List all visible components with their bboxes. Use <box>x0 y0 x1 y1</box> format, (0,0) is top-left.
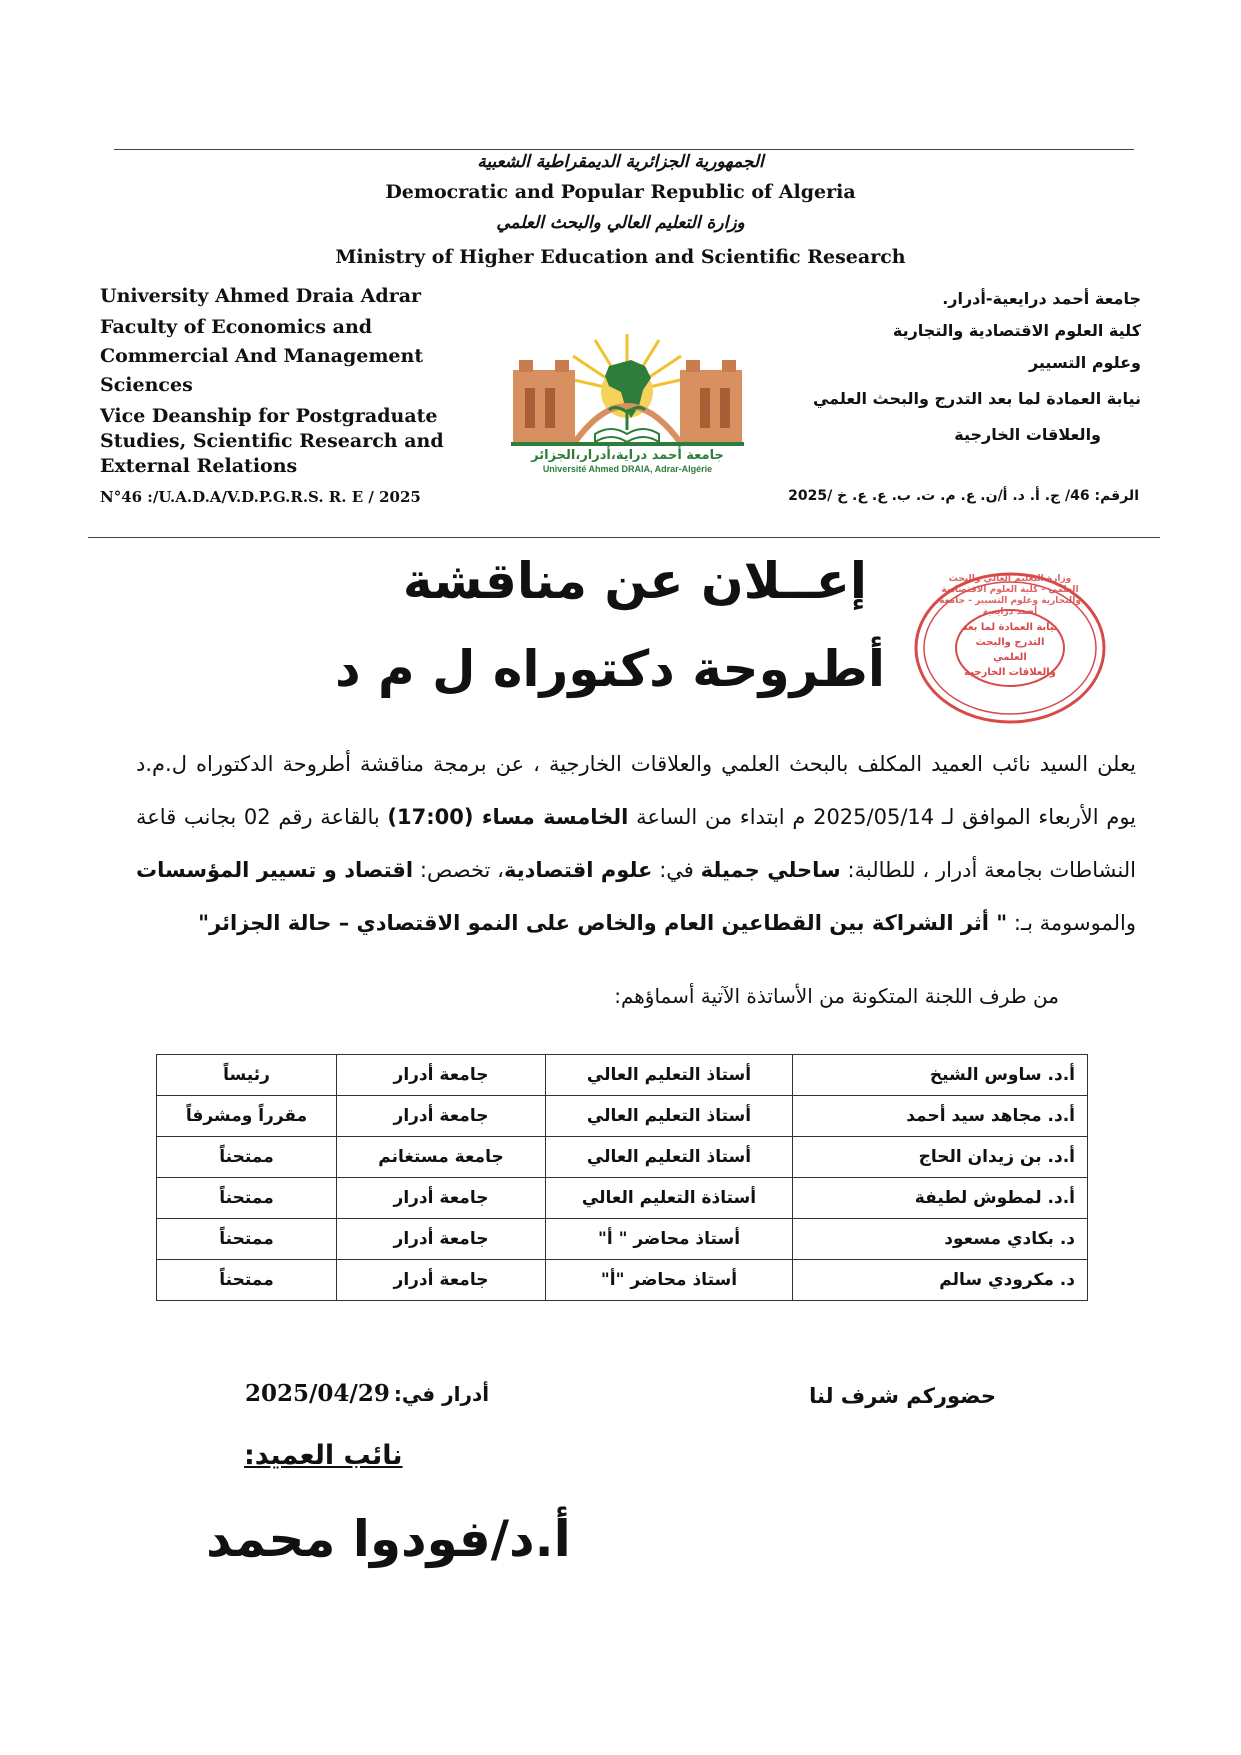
thesis-title: " أثر الشراكة بين القطاعين العام والخاص على النمو الاقتصادي – حالة الجزائر" <box>198 911 1008 935</box>
jury-university: جامعة أدرار <box>337 1260 546 1301</box>
official-stamp <box>910 568 1110 728</box>
jury-name: أ.د. مجاهد سيد أحمد <box>793 1096 1088 1137</box>
jury-name: أ.د. لمطوش لطيفة <box>793 1178 1088 1219</box>
institution-line: وعلوم التسيير <box>1028 353 1141 372</box>
jury-role: ممتحناً <box>157 1219 337 1260</box>
committee-intro: من طرف اللجنة المتكونة من الأساتذة الآتية أسماؤهم: <box>614 984 1059 1008</box>
jury-university: جامعة مستغانم <box>337 1137 546 1178</box>
institution-line: كلية العلوم الاقتصادية والتجارية <box>892 321 1141 340</box>
reference-ar: الرقم: 46/ ج. أ. د. أ/ن. ع. م. ت. ب. ع. ع. خ /2025 <box>788 488 1139 504</box>
institution-line: University Ahmed Draia Adrar <box>100 285 422 307</box>
institution-line: جامعة أحمد درايعية-أدرار. <box>942 289 1141 308</box>
ministry-en: Ministry of Higher Education and Scientific Research <box>335 246 906 268</box>
ministry-ar: وزارة التعليم العالي والبحث العلمي <box>496 213 745 233</box>
stamp-center <box>960 620 1060 680</box>
jury-rank: أستاذ التعليم العالي <box>546 1137 793 1178</box>
institution-line: Faculty of Economics and <box>100 316 373 338</box>
jury-role: ممتحناً <box>157 1137 337 1178</box>
institution-line: Vice Deanship for Postgraduate <box>100 405 438 427</box>
jury-role: مقرراً ومشرفاً <box>157 1096 337 1137</box>
table-row <box>157 1260 1088 1301</box>
institution-line: External Relations <box>100 455 298 477</box>
table-row <box>157 1137 1088 1178</box>
issue-date: 2025/04/29 <box>245 1380 390 1407</box>
university-logo <box>505 330 750 475</box>
republic-ar: الجمهورية الجزائرية الديمقراطية الشعبية <box>477 152 764 172</box>
body-text: ، تخصص: <box>413 858 504 882</box>
jury-role: رئيساً <box>157 1055 337 1096</box>
institution-line: نيابة العمادة لما بعد التدرج والبحث العلمي <box>812 389 1141 408</box>
institution-line: Studies, Scientific Research and <box>100 430 444 452</box>
jury-rank: أستاذ محاضر "أ" <box>546 1260 793 1301</box>
table-row <box>157 1178 1088 1219</box>
jury-university: جامعة أدرار <box>337 1096 546 1137</box>
institution-line: والعلاقات الخارجية <box>954 425 1101 444</box>
announcement-subtitle: أطروحة دكتوراه ل م د <box>334 640 885 698</box>
jury-table <box>156 1054 1088 1301</box>
body-text: يعلن السيد نائب العميد المكلف بالبحث العلمي والعلاقات الخارجية ، عن برمجة مناقشة أطروحة الدكتوراه ل.م.د يوم الأربعاء الموافق لـ 2025/05/14 م ابتداء من الساعة <box>136 752 1137 829</box>
place-label: أدرار في: <box>393 1382 490 1406</box>
jury-name: أ.د. بن زيدان الحاج <box>793 1137 1088 1178</box>
announcement-body <box>136 738 1136 950</box>
jury-name: د. مكرودي سالم <box>793 1260 1088 1301</box>
signer-name: أ.د/فودوا محمد <box>206 1510 571 1568</box>
jury-university: جامعة أدرار <box>337 1219 546 1260</box>
stamp-line: والعلاقات الخارجية <box>964 667 1056 678</box>
jury-university: جامعة أدرار <box>337 1055 546 1096</box>
jury-university: جامعة أدرار <box>337 1178 546 1219</box>
date-block <box>245 1380 489 1407</box>
republic-en: Democratic and Popular Republic of Algeria <box>385 181 856 203</box>
body-text: في: <box>652 858 701 882</box>
body-text: بالقاعة رقم 02 بجانب قاعة النشاطات بجامعة أدرار ، للطالبة: <box>136 805 1136 882</box>
defense-time: الخامسة مساء (17:00) <box>387 805 629 829</box>
institution-line: Sciences <box>100 374 193 396</box>
stamp-line: التدرج والبحث العلمي <box>975 637 1045 663</box>
institution-line: Commercial And Management <box>100 345 424 367</box>
jury-rank: أستاذ محاضر " أ" <box>546 1219 793 1260</box>
institution-en <box>100 282 460 479</box>
jury-rank: أستاذة التعليم العالي <box>546 1178 793 1219</box>
invite-text: حضوركم شرف لنا <box>809 1384 996 1408</box>
jury-rank: أستاذ التعليم العالي <box>546 1055 793 1096</box>
institution-ar <box>761 283 1141 451</box>
announcement-title: إعــلان عن مناقشة <box>402 552 868 610</box>
jury-role: ممتحناً <box>157 1178 337 1219</box>
student-name: ساحلي جميلة <box>700 858 841 882</box>
logo-text-ar: جامعة أحمد دراية،أدرار،الجزائر <box>531 448 724 463</box>
table-row <box>157 1096 1088 1137</box>
top-rule <box>114 149 1134 150</box>
jury-rank: أستاذ التعليم العالي <box>546 1096 793 1137</box>
stamp-line: نيابة العمادة لما بعد <box>962 622 1058 633</box>
reference-en: N°46 :/U.A.D.A/V.D.P.G.R.S. R. E / 2025 <box>100 488 421 506</box>
table-row <box>157 1219 1088 1260</box>
specialty-name: اقتصاد و تسيير المؤسسات <box>136 858 414 882</box>
body-text: والموسومة بـ: <box>1007 911 1136 935</box>
jury-name: د. بكادي مسعود <box>793 1219 1088 1260</box>
stamp-outer-text: وزارة التعليم العالي والبحث العلمي - كلية العلوم الاقتصادية والتجارية وعلوم التسيير - جامعة أحمد درايعية <box>939 574 1081 617</box>
field-name: علوم اقتصادية <box>503 858 653 882</box>
header-rule <box>88 537 1160 538</box>
table-row <box>157 1055 1088 1096</box>
jury-role: ممتحناً <box>157 1260 337 1301</box>
jury-name: أ.د. ساوس الشيخ <box>793 1055 1088 1096</box>
logo-text-fr: Université Ahmed DRAIA, Adrar-Algérie <box>542 464 713 474</box>
signer-title: نائب العميد: <box>244 1440 403 1471</box>
